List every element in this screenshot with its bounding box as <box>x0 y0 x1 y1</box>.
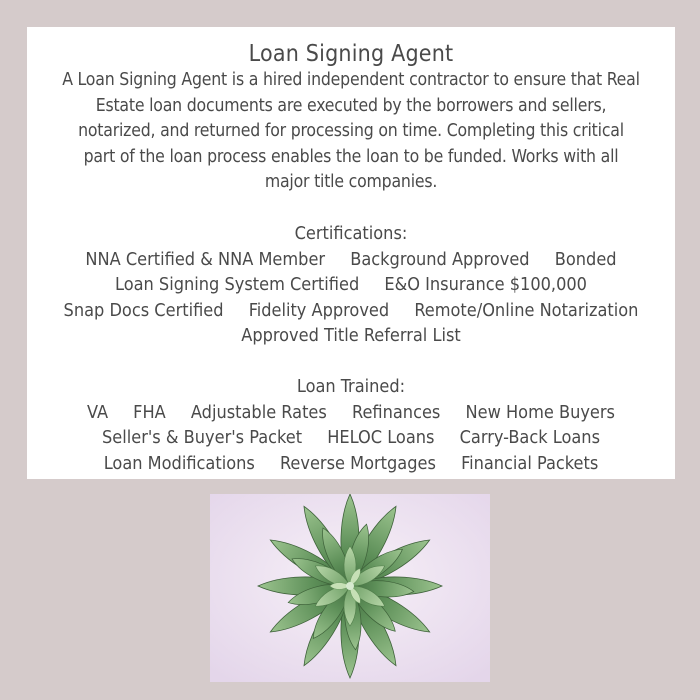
certifications-row <box>27 323 675 349</box>
loan-type-item: Loan Modifications <box>103 452 255 474</box>
loan-type-item: New Home Buyers <box>465 401 615 423</box>
description <box>27 68 675 196</box>
description-line: part of the loan process enables the loan to be funded. Works with all <box>83 146 619 167</box>
loan-trained-heading: Loan Trained: <box>296 376 406 397</box>
certification-item: Approved Title Referral List <box>241 325 461 346</box>
loan-type-item: Refinances <box>352 401 441 423</box>
certification-item: Loan Signing System Certified <box>115 274 360 295</box>
description-line: major title companies. <box>264 172 438 192</box>
loan-trained-row <box>27 400 675 426</box>
loan-type-item: Carry-Back Loans <box>459 427 601 448</box>
succulent-icon <box>210 494 490 682</box>
loan-trained-row <box>27 451 675 477</box>
loan-type-item: HELOC Loans <box>327 427 435 448</box>
description-line: notarized, and returned for processing on time. Completing this critical <box>78 121 624 141</box>
description-line: Estate loan documents are executed by the borrowers and sellers, <box>95 95 607 116</box>
loan-trained-row <box>27 425 675 451</box>
certifications-row <box>27 298 675 324</box>
info-card <box>27 27 675 479</box>
certification-item: Fidelity Approved <box>248 299 390 321</box>
certification-item: E&O Insurance $100,000 <box>384 274 587 295</box>
page-title: Loan Signing Agent <box>248 41 454 67</box>
loan-type-item: Reverse Mortgages <box>279 452 436 474</box>
certification-item: Bonded <box>554 248 617 270</box>
loan-type-item: Seller's & Buyer's Packet <box>101 427 303 448</box>
certifications-row <box>27 272 675 298</box>
certification-item: Background Approved <box>350 248 530 270</box>
loan-type-item: Financial Packets <box>461 452 599 474</box>
loan-type-item: VA <box>87 401 109 423</box>
succulent-photo <box>210 494 490 682</box>
certification-item: NNA Certified & NNA Member <box>85 248 326 270</box>
certifications-row <box>27 247 675 273</box>
loan-type-item: Adjustable Rates <box>190 401 327 423</box>
certifications-heading: Certifications: <box>294 223 408 244</box>
certification-item: Snap Docs Certified <box>63 299 224 321</box>
certification-item: Remote/Online Notarization <box>414 299 639 321</box>
loan-type-item: FHA <box>133 401 166 423</box>
description-line: A Loan Signing Agent is a hired independent contractor to ensure that Real <box>62 70 640 90</box>
